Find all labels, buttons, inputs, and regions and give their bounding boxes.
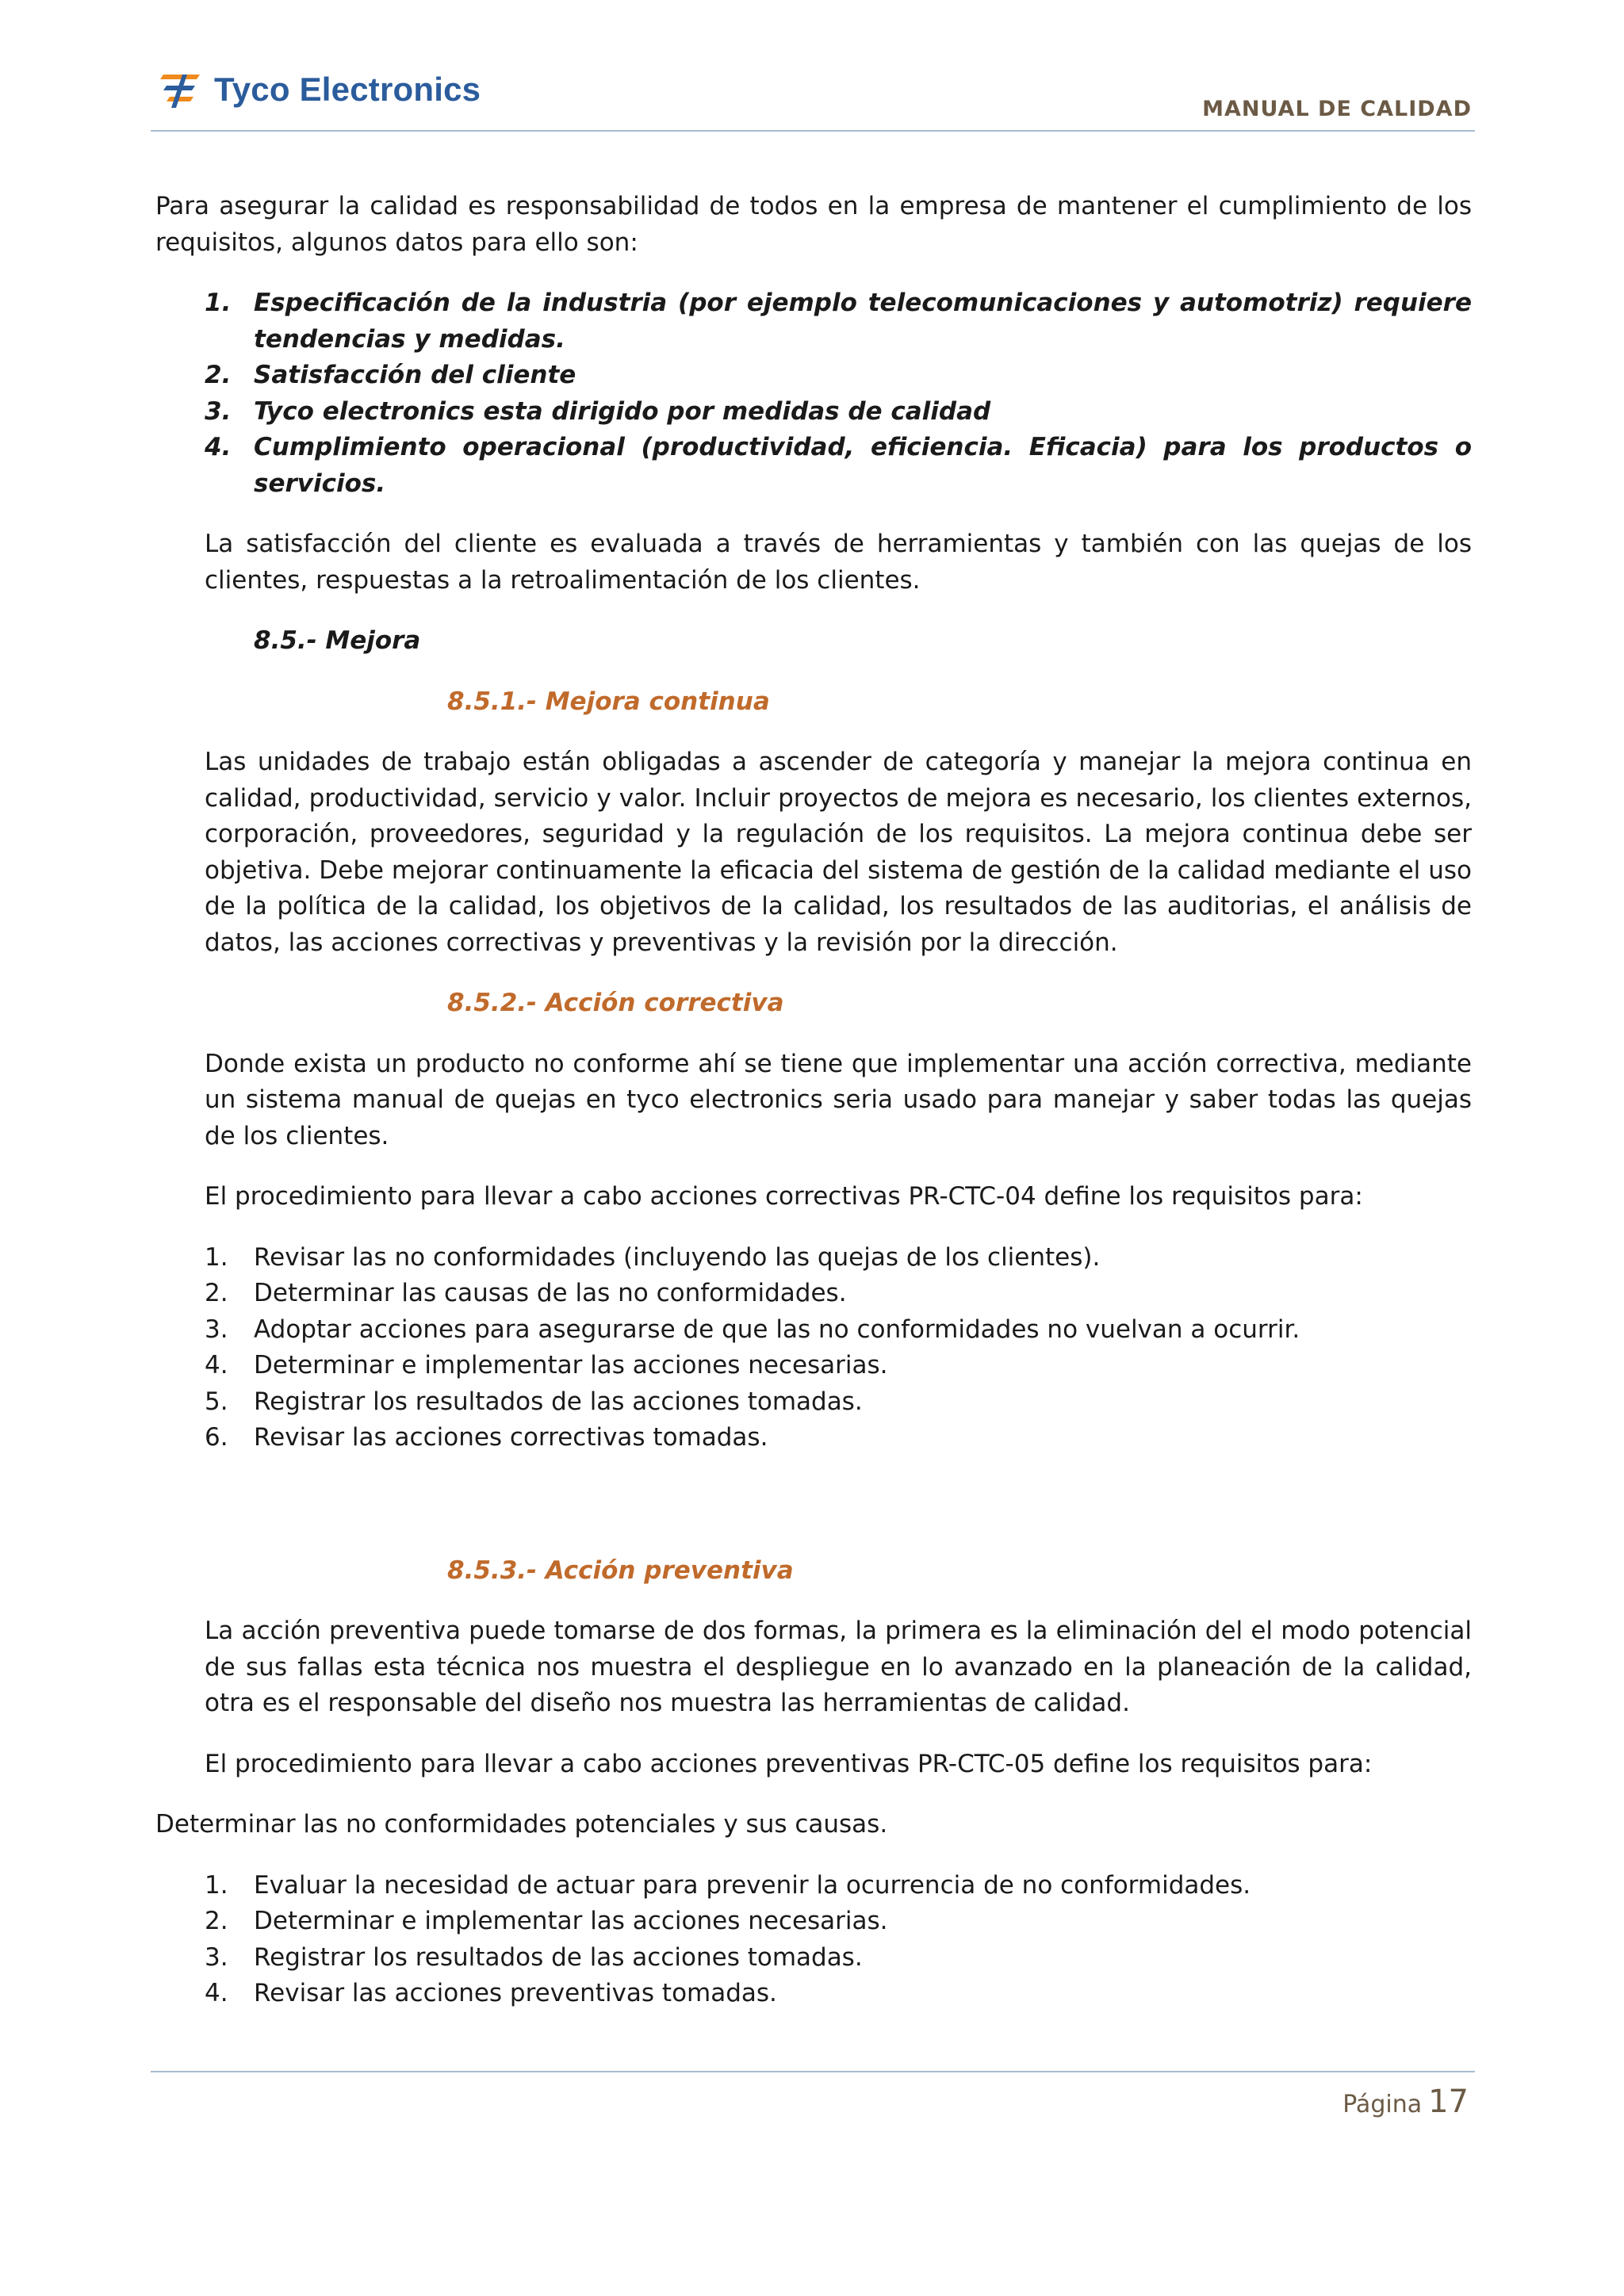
corrective-procedure-paragraph: El procedimiento para llevar a cabo acciones correctivas PR-CTC-04 define los requisitos para:	[205, 1182, 1363, 1211]
list-item: 2. Determinar e implementar las acciones necesarias.	[205, 1907, 888, 1935]
list-item: 3. Registrar los resultados de las acciones tomadas.	[205, 1942, 863, 1972]
subsection-heading-8-5-2: 8.5.2.- Acción correctiva	[447, 989, 784, 1017]
list-item: 4. Determinar e implementar las acciones necesarias.	[205, 1351, 888, 1380]
section-heading-8-5: 8.5.- Mejora	[254, 626, 421, 655]
requirements-list	[155, 285, 1472, 502]
page-content	[155, 189, 1472, 2012]
list-item: 6. Revisar las acciones correctivas tomadas.	[205, 1423, 768, 1452]
list-item: 2. Satisfacción del cliente	[205, 361, 576, 389]
page-header	[151, 55, 1475, 132]
corrective-action-paragraph: Donde exista un producto no conforme ahí se tiene que implementar una acción correctiva, mediante un sistema manual de quejas en tyco electronics seria usado para manejar y saber todas las quejas de los clientes.	[205, 1049, 1472, 1150]
list-item: 1. Especificación de la industria (por ejemplo telecomunicaciones y automotriz) requiere tendencias y medidas.	[205, 289, 1472, 354]
page-label: Página	[1342, 2091, 1423, 2118]
page-number	[1342, 2084, 1469, 2120]
company-logo	[159, 62, 481, 117]
preventive-procedure-paragraph: El procedimiento para llevar a cabo acciones preventivas PR-CTC-05 define los requisitos para:	[205, 1749, 1373, 1778]
list-item: 3. Tyco electronics esta dirigido por medidas de calidad	[205, 396, 991, 426]
document-title: MANUAL DE CALIDAD	[1202, 97, 1472, 121]
potential-nonconformities-paragraph: Determinar las no conformidades potenciales y sus causas.	[155, 1810, 888, 1839]
page-number-value: 17	[1428, 2084, 1469, 2120]
tyco-logo-icon	[159, 68, 205, 111]
subsection-heading-8-5-3: 8.5.3.- Acción preventiva	[447, 1556, 794, 1585]
corrective-requirements-list	[155, 1240, 1472, 1456]
logo-text: Tyco Electronics	[214, 71, 481, 108]
list-item: 1. Evaluar la necesidad de actuar para prevenir la ocurrencia de no conformidades.	[205, 1870, 1251, 1900]
list-item: 2. Determinar las causas de las no conformidades.	[205, 1279, 847, 1307]
list-item: 5. Registrar los resultados de las acciones tomadas.	[205, 1387, 863, 1416]
satisfaction-paragraph: La satisfacción del cliente es evaluada a través de herramientas y también con las quejas de los clientes, respuestas a la retroalimentación de los clientes.	[205, 530, 1472, 595]
continuous-improvement-paragraph: Las unidades de trabajo están obligadas a ascender de categoría y manejar la mejora continua en calidad, productividad, servicio y valor. Incluir proyectos de mejora es necesario, los clientes externos, corporación, proveedores, seguridad y la regulación de los requisitos. La mejora continua debe ser objetiva. Debe mejorar continuamente la eficacia del sistema de gestión de la calidad mediante el uso de la política de la calidad, los objetivos de la calidad, los resultados de las auditorias, el análisis de datos, las acciones correctivas y preventivas y la revisión por la dirección.	[205, 748, 1472, 957]
list-item: 4. Revisar las acciones preventivas tomadas.	[205, 1979, 777, 2007]
preventive-requirements-list	[155, 1868, 1472, 2012]
intro-paragraph: Para asegurar la calidad es responsabilidad de todos en la empresa de mantener el cumplimiento de los requisitos, algunos datos para ello son:	[155, 192, 1472, 257]
list-item: 4. Cumplimiento operacional (productividad, eficiencia. Eficacia) para los productos o servicios.	[205, 433, 1472, 498]
list-item: 1. Revisar las no conformidades (incluyendo las quejas de los clientes).	[205, 1242, 1101, 1272]
list-item: 3. Adoptar acciones para asegurarse de que las no conformidades no vuelvan a ocurrir.	[205, 1314, 1300, 1344]
preventive-action-paragraph: La acción preventiva puede tomarse de dos formas, la primera es la eliminación del el modo potencial de sus fallas esta técnica nos muestra el despliegue en lo avanzado en la planeación de la calidad, otra es el responsable del diseño nos muestra las herramientas de calidad.	[205, 1617, 1472, 1717]
page-footer	[151, 2071, 1475, 2120]
subsection-heading-8-5-1: 8.5.1.- Mejora continua	[447, 687, 770, 716]
